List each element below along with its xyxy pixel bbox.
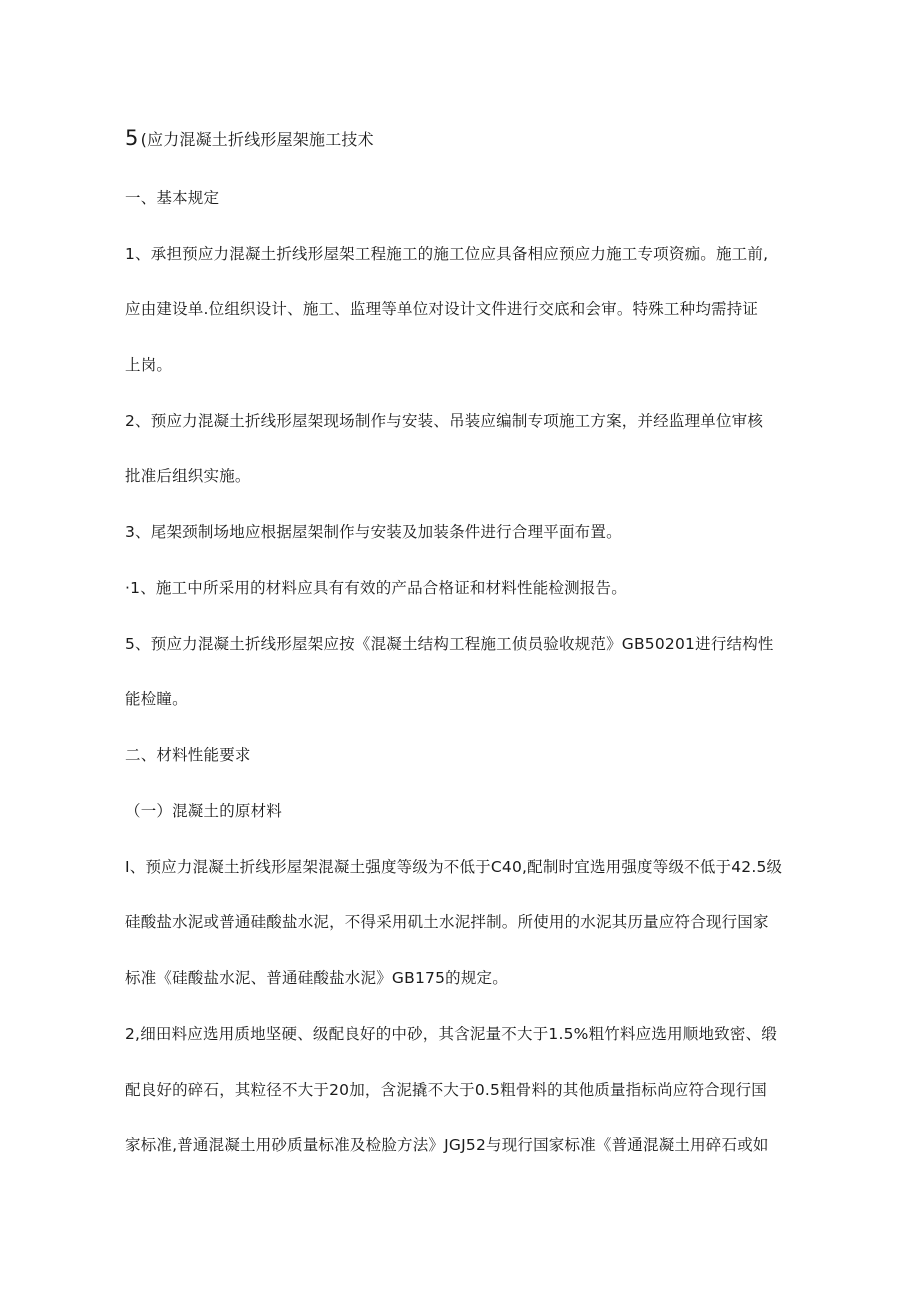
title-text: (应力混凝土折线形屋架施工技术 [140,130,374,149]
paragraph-line: 上岗。 [125,356,173,374]
paragraph-line: 批准后组织实施。 [125,467,251,485]
paragraph-line: 标准《硅酸盐水泥、普通硅酸盐水泥》GB175的规定。 [125,969,508,987]
title-number: 5 [125,126,139,150]
paragraph-line: 5、预应力混凝土折线形屋架应按《混凝土结构工程施工侦员验收规范》GB50201进行结构性 [125,635,774,653]
paragraph-line: 1、承担预应力混凝土折线形屋架工程施工的施工位应具备相应预应力施工专项资痂。施工前, [125,245,769,263]
subsection-heading-concrete-materials: （一）混凝土的原材料 [125,802,283,820]
paragraph-line: 家标准,普通混凝土用砂质量标准及检脸方法》JGJ52与现行国家标准《普通混凝土用碎石或如 [125,1136,769,1154]
section-heading-material-performance: 二、材料性能要求 [125,746,251,764]
paragraph-line: 应由建设单.位组织设计、施工、监理等单位对设计文件进行交底和会审。特殊工种均需持证 [125,300,759,318]
paragraph-line: 配良好的碎石，其粒径不大于20加，含泥撬不大于0.5粗骨料的其他质量指标尚应符合现行国 [125,1081,767,1099]
paragraph-line: I、预应力混凝土折线形屋架混凝土强度等级为不低于C40,配制时宜选用强度等级不低于42.5级 [125,858,783,876]
paragraph-line: 能检瞳。 [125,690,188,708]
section-heading-basic-rules: 一、基本规定 [125,189,220,207]
paragraph-line: 硅酸盐水泥或普通硅酸盐水泥，不得采用矶土水泥拌制。所使用的水泥其历量应符合现行国家 [125,913,769,931]
paragraph-line: 3、尾架颈制场地应根据屋架制作与安装及加装条件进行合理平面布置。 [125,523,622,541]
paragraph-line: 2、预应力混凝土折线形屋架现场制作与安装、吊装应编制专项施工方案，并经监理单位审核 [125,412,764,430]
document-title [125,128,825,150]
paragraph-line: ·1、施工中所采用的材料应具有有效的产品合格证和材料性能检测报告。 [125,579,627,597]
paragraph-line: 2,细田料应选用质地坚硬、级配良好的中砂，其含泥量不大于1.5%粗竹料应选用顺地致密、缎 [125,1025,777,1043]
